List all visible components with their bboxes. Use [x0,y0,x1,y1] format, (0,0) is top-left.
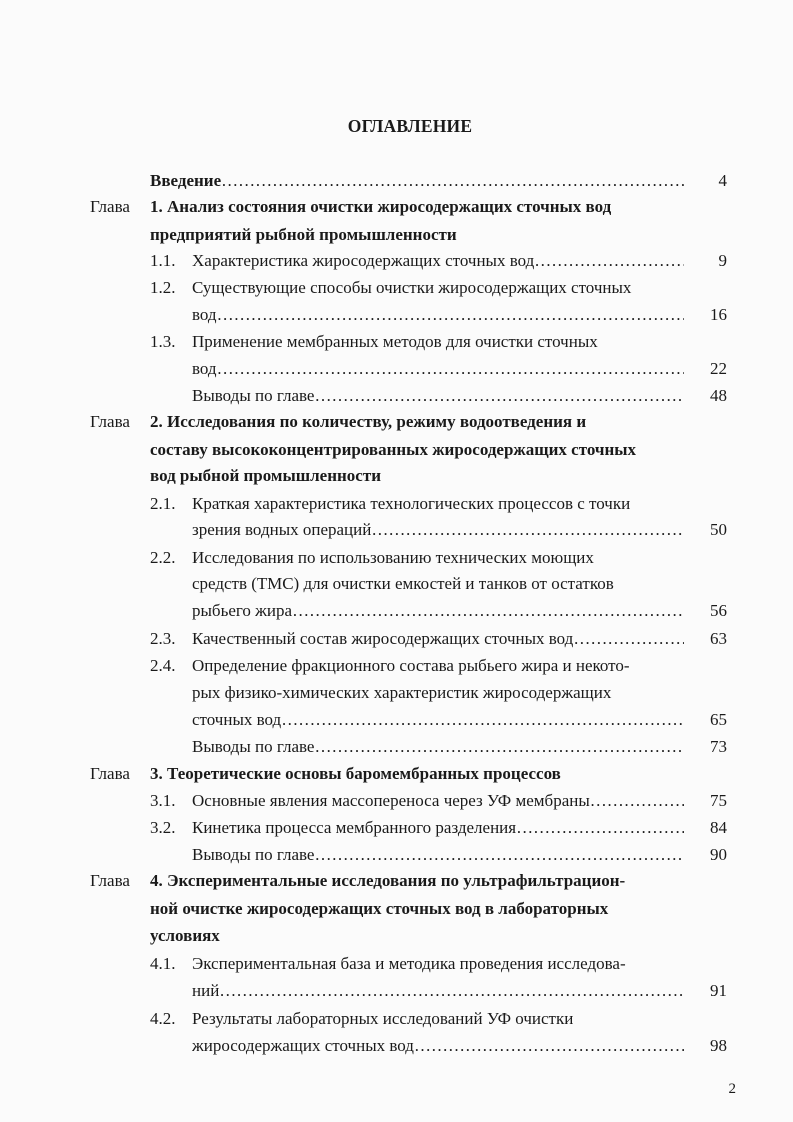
chapter-label: Глава [90,764,130,783]
section-title-line: Применение мембранных методов для очистки сточных [192,332,598,351]
section-title-line: Существующие способы очистки жиросодержащих сточных [192,278,632,297]
section-title-line: сточных вод ……………………………………………………………………………………………………………………………… [192,706,684,733]
page-ref: 16 [710,305,727,324]
page-ref: 73 [710,737,727,756]
chapter-label: Глава [90,197,130,216]
page-ref: 9 [718,251,727,270]
page-ref: 98 [710,1036,727,1055]
section-title-line: Кинетика процесса мембранного разделения ……………………………………………………………………………………………………………………………… [192,814,684,841]
page-ref: 84 [710,818,727,837]
page-ref: 48 [710,386,727,405]
section-number: 2.4. [150,656,176,675]
section-number: 4.1. [150,954,176,973]
section-title-line: Краткая характеристика технологических процессов с точки [192,494,631,513]
section-title-line: вод ……………………………………………………………………………………………………………………………… [192,301,684,328]
section-title-line: рыбьего жира ……………………………………………………………………………………………………………………………… [192,597,684,624]
section-title-line: Характеристика жиросодержащих сточных вод ……………………………………………………………………………………………………………………………… [192,247,684,274]
page-title: ОГЛАВЛЕНИЕ [347,116,473,136]
page-ref: 50 [710,520,727,539]
chapter-title-line: 3. Теоретические основы баромембранных процессов [150,764,561,783]
chapter-title-line: 1. Анализ состояния очистки жиросодержащих сточных вод [150,197,612,216]
conclusions-entry: Выводы по главе ……………………………………………………………………………………………………………………………… [192,841,684,868]
chapter-title-line: 4. Экспериментальные исследования по ультрафильтрацион- [150,871,626,890]
conclusions-entry: Выводы по главе ……………………………………………………………………………………………………………………………… [192,733,684,760]
page-ref: 90 [710,845,727,864]
page-ref: 75 [710,791,727,810]
section-title-line: Исследования по использованию технических моющих [192,548,594,567]
section-title-line: Определение фракционного состава рыбьего жира и некото- [192,656,630,675]
section-title-line: средств (ТМС) для очистки емкостей и танков от остатков [192,574,614,593]
section-title-line: жиросодержащих сточных вод ……………………………………………………………………………………………………………………………… [192,1032,684,1059]
chapter-title-line: предприятий рыбной промышленности [150,225,457,244]
page-ref: 22 [710,359,727,378]
section-title-line: вод ……………………………………………………………………………………………………………………………… [192,355,684,382]
section-number: 2.3. [150,629,176,648]
page-number: 2 [728,1081,736,1097]
section-number: 2.2. [150,548,176,567]
chapter-title-line: 2. Исследования по количеству, режиму водоотведения и [150,412,587,431]
section-number: 3.1. [150,791,176,810]
intro-entry: Введение ……………………………………………………………………………………………………………………………… [150,167,684,194]
page-ref: 65 [710,710,727,729]
section-title-line: Основные явления массопереноса через УФ мембраны ……………………………………………………………………………………………………………………………… [192,787,684,814]
chapter-label: Глава [90,412,130,431]
section-number: 1.2. [150,278,176,297]
section-title-line: рых физико-химических характеристик жиросодержащих [192,683,612,702]
conclusions-entry: Выводы по главе ……………………………………………………………………………………………………………………………… [192,382,684,409]
page-ref: 56 [710,601,727,620]
chapter-title-line: ной очистке жиросодержащих сточных вод в лабораторных [150,899,609,918]
chapter-title-line: вод рыбной промышленности [150,466,381,485]
page-ref: 4 [718,171,727,190]
section-title-line: Качественный состав жиросодержащих сточных вод ……………………………………………………………………………………………………………………………… [192,625,684,652]
section-number: 2.1. [150,494,176,513]
page-ref: 91 [710,981,727,1000]
section-number: 3.2. [150,818,176,837]
section-title-line: Экспериментальная база и методика проведения исследова- [192,954,626,973]
section-number: 1.3. [150,332,176,351]
section-title-line: зрения водных операций ……………………………………………………………………………………………………………………………… [192,516,684,543]
chapter-title-line: составу высококонцентрированных жиросодержащих сточных [150,440,637,459]
chapter-title-line: условиях [150,926,220,945]
section-title-line: Результаты лабораторных исследований УФ очистки [192,1009,574,1028]
page-ref: 63 [710,629,727,648]
section-title-line: ний ……………………………………………………………………………………………………………………………… [192,977,684,1004]
section-number: 4.2. [150,1009,176,1028]
chapter-label: Глава [90,871,130,890]
section-number: 1.1. [150,251,176,270]
